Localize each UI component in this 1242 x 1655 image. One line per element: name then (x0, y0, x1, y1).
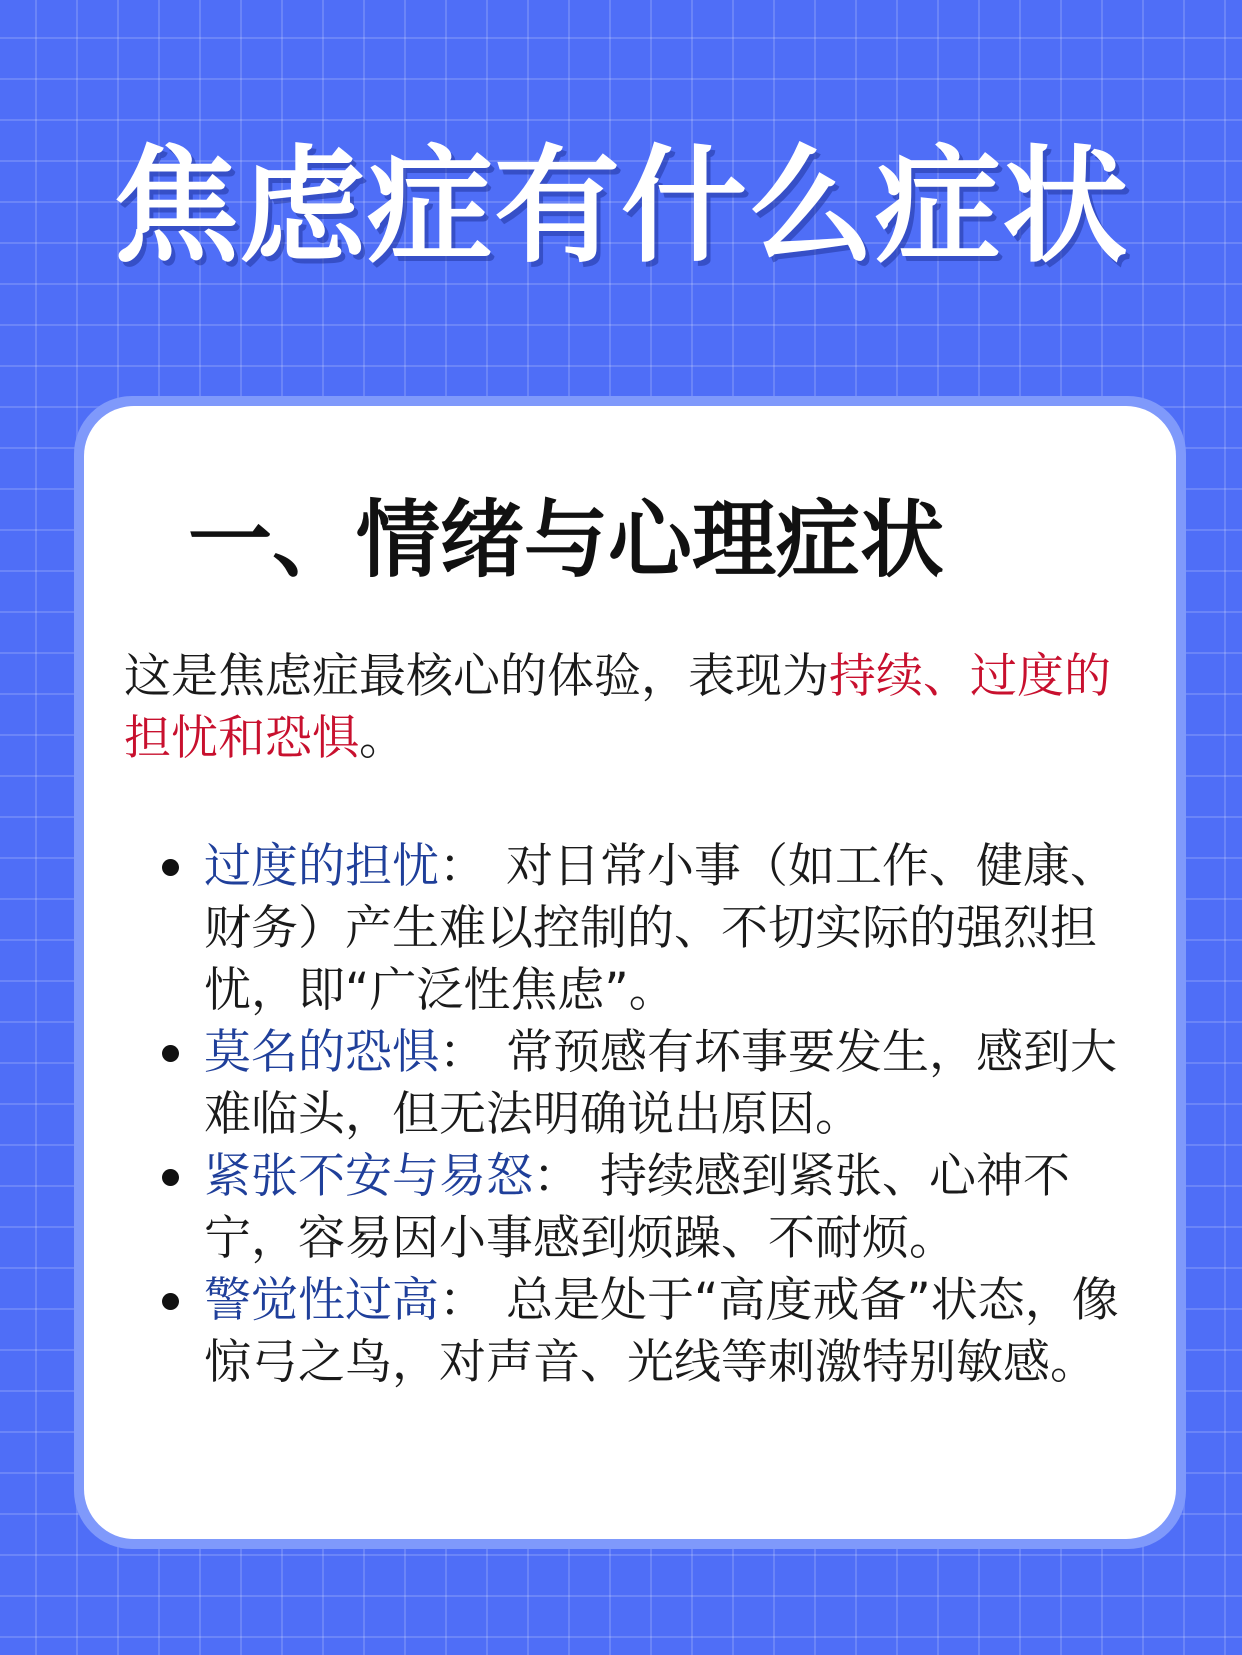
page-title: 焦虑症有什么症状 (113, 133, 1129, 280)
symptom-list (124, 836, 1136, 1394)
bullet-dot-icon (162, 1169, 179, 1186)
intro-highlight: 持续、过度的担忧和恐惧 (124, 649, 1111, 766)
symptom-item (124, 1022, 1136, 1146)
bullet-dot-icon (162, 859, 179, 876)
bullet-dot-icon (162, 1293, 179, 1310)
bullet-dot-icon (162, 1045, 179, 1062)
intro-end: 。 (359, 711, 406, 766)
symptom-colon: ： (439, 1025, 486, 1080)
section-heading: 一、情绪与心理症状 (188, 491, 945, 589)
symptom-description: 常预感有坏事要发生，感到大难临头，但无法明确说出原因。 (204, 1025, 1117, 1142)
symptom-description: 对日常小事（如工作、健康、财务）产生难以控制的、不切实际的强烈担忧，即“广泛性焦虑”。 (204, 839, 1117, 1018)
symptom-term: 过度的担忧 (204, 839, 439, 894)
symptom-term: 警觉性过高 (204, 1273, 439, 1328)
symptom-colon: ： (439, 1273, 486, 1328)
intro-text: 这是焦虑症最核心的体验，表现为 (124, 649, 829, 704)
symptom-colon: ： (533, 1149, 580, 1204)
content-card (84, 406, 1176, 1539)
intro-paragraph (124, 646, 1134, 770)
symptom-colon: ： (439, 839, 486, 894)
symptom-description: 持续感到紧张、心神不宁，容易因小事感到烦躁、不耐烦。 (204, 1149, 1070, 1266)
symptom-item (124, 1146, 1136, 1270)
symptom-item (124, 1270, 1136, 1394)
symptom-description: 总是处于“高度戒备”状态，像惊弓之鸟，对声音、光线等刺激特别敏感。 (204, 1273, 1119, 1390)
symptom-term: 紧张不安与易怒 (204, 1149, 533, 1204)
symptom-term: 莫名的恐惧 (204, 1025, 439, 1080)
symptom-item (124, 836, 1136, 1022)
